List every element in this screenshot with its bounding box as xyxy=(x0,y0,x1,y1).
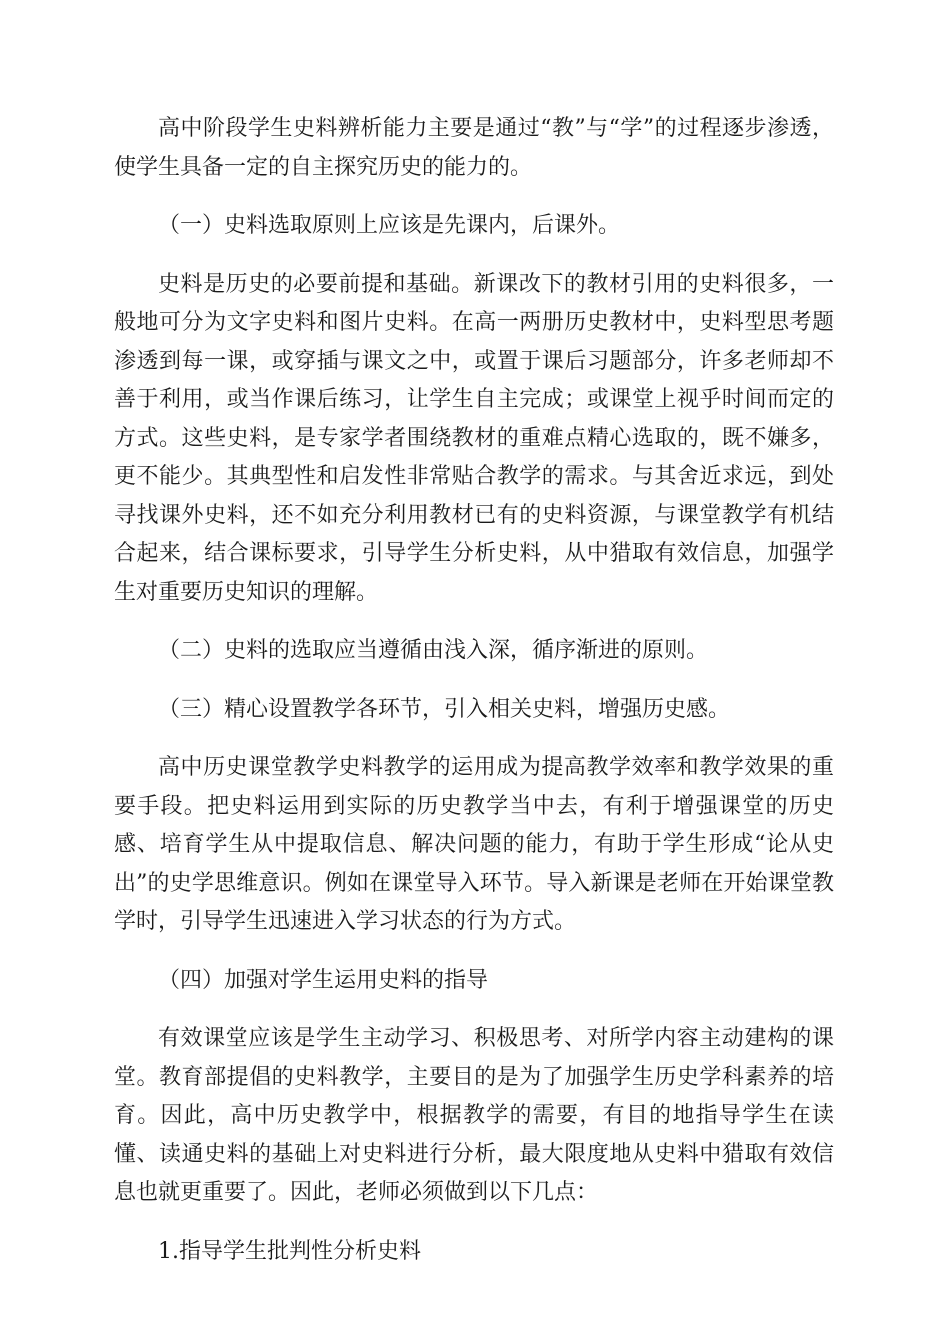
paragraph-section-4: 有效课堂应该是学生主动学习、积极思考、对所学内容主动建构的课堂。教育部提倡的史料教学，主要目的是为了加强学生历史学科素养的培育。因此，高中历史教学中，根据教学的需要，有目的地指导学生在读懂、读通史料的基础上对史料进行分析，最大限度地从史料中猎取有效信息也就更重要了。因此，老师必须做到以下几点： xyxy=(114,1026,834,1205)
paragraph-section-1: 史料是历史的必要前提和基础。新课改下的教材引用的史料很多，一般地可分为文字史料和图片史料。在高一两册历史教材中，史料型思考题渗透到每一课，或穿插与课文之中，或置于课后习题部分，许多老师却不善于利用，或当作课后练习，让学生自主完成；或课堂上视乎时间而定的方式。这些史料，是专家学者围绕教材的重难点精心选取的，既不嫌多，更不能少。其典型性和启发性非常贴合教学的需求。与其舍近求远，到处寻找课外史料，还不如充分利用教材已有的史料资源，与课堂教学有机结合起来，结合课标要求，引导学生分析史料，从中猎取有效信息，加强学生对重要历史知识的理解。 xyxy=(114,271,834,605)
section-heading-2: （二）史料的选取应当遵循由浅入深，循序渐进的原则。 xyxy=(158,638,709,663)
subsection-heading-1: 1.指导学生批判性分析史料 xyxy=(158,1238,421,1264)
section-heading-1: （一）史料选取原则上应该是先课内，后课外。 xyxy=(158,213,621,238)
paragraph-intro: 高中阶段学生史料辨析能力主要是通过“教”与“学”的过程逐步渗透，使学生具备一定的自主探究历史的能力的。 xyxy=(114,116,834,180)
paragraph-section-3: 高中历史课堂教学史料教学的运用成为提高教学效率和教学效果的重要手段。把史料运用到实际的历史教学当中去，有利于增强课堂的历史感、培育学生从中提取信息、解决问题的能力，有助于学生形成“论从史出”的史学思维意识。例如在课堂导入环节。导入新课是老师在开始课堂教学时，引导学生迅速进入学习状态的行为方式。 xyxy=(114,755,834,934)
section-heading-4: （四）加强对学生运用史料的指导 xyxy=(158,967,489,993)
document-body xyxy=(114,110,834,1271)
section-heading-3: （三）精心设置教学各环节，引入相关史料，增强历史感。 xyxy=(158,696,731,722)
